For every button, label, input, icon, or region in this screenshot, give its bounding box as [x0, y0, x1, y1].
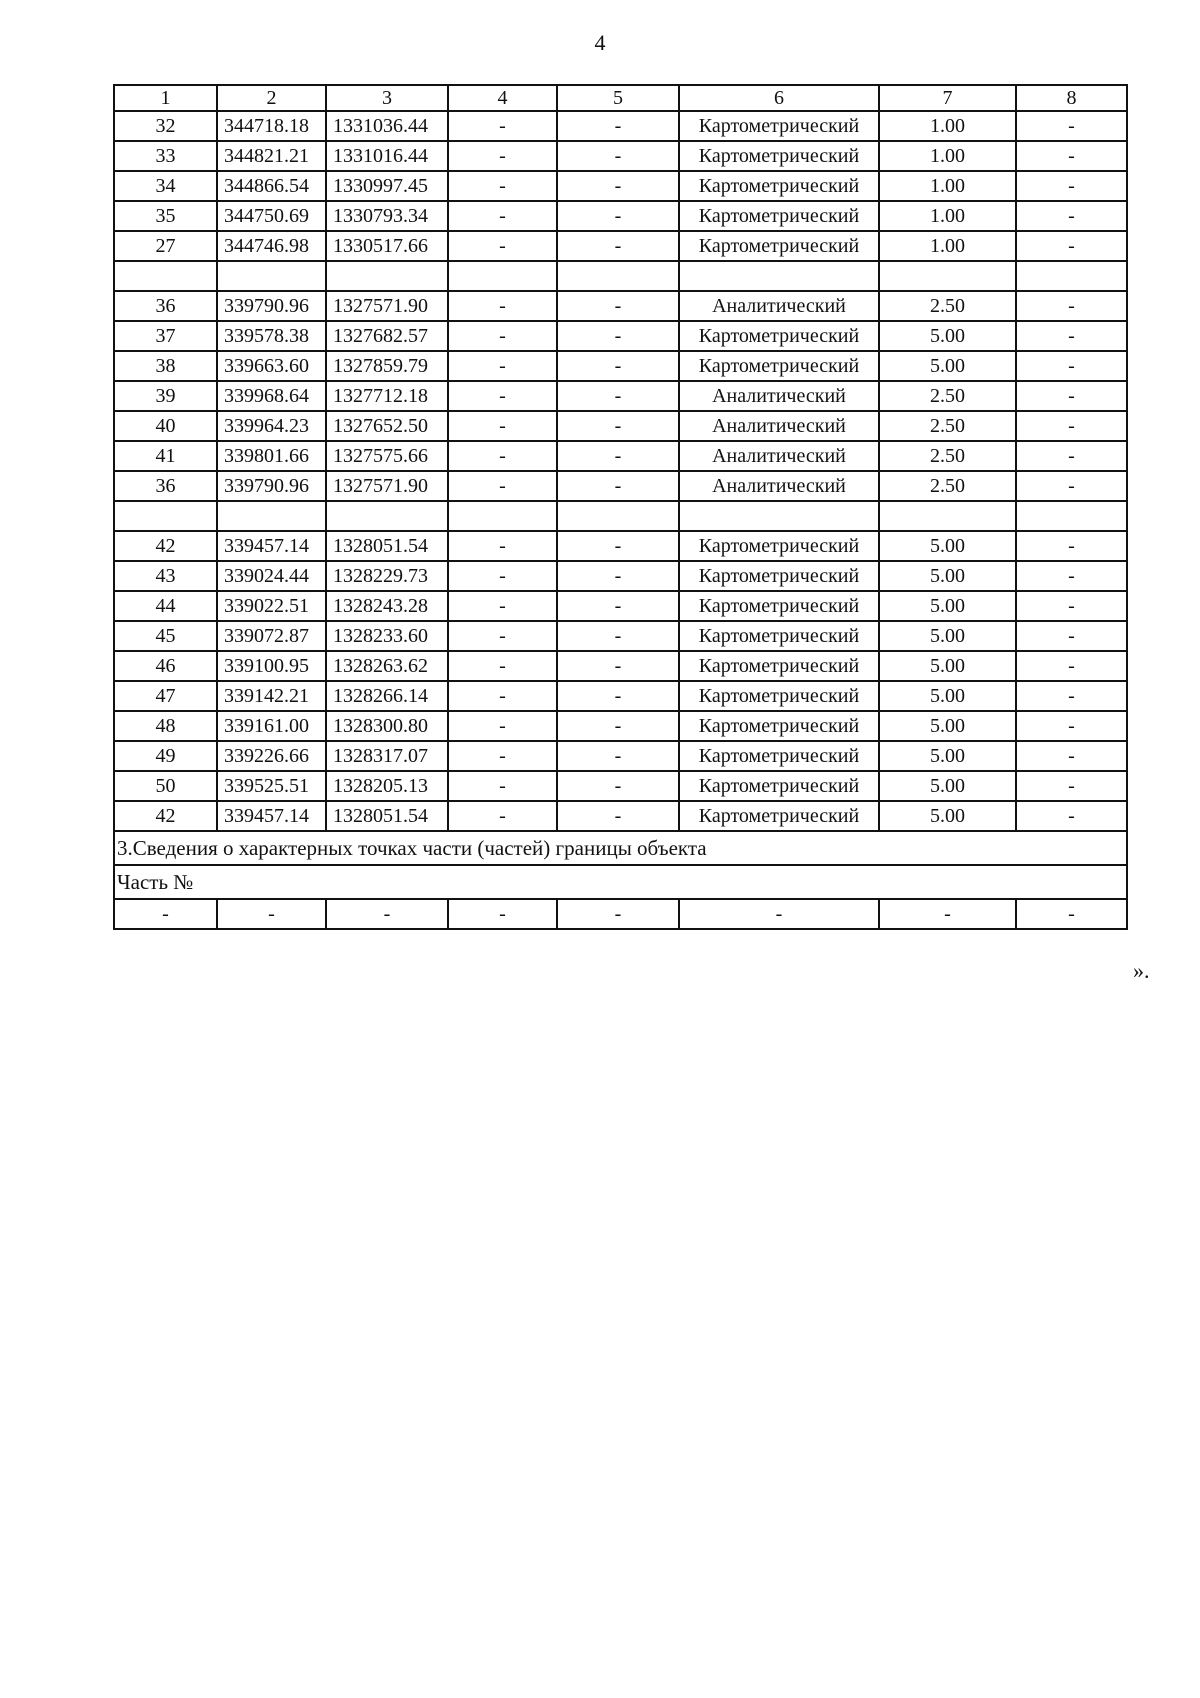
- section-title-row: [114, 831, 1127, 865]
- table-cell: Картометрический: [679, 741, 879, 771]
- table-cell: -: [1016, 899, 1127, 929]
- part-number-row: [114, 865, 1127, 899]
- table-cell: -: [1016, 351, 1127, 381]
- table-cell: -: [114, 899, 217, 929]
- table-cell: Картометрический: [679, 321, 879, 351]
- table-cell: 5.00: [879, 591, 1016, 621]
- table-cell: -: [1016, 651, 1127, 681]
- table-cell: 1328205.13: [326, 771, 448, 801]
- table-cell: -: [557, 711, 679, 741]
- table-cell: 5.00: [879, 321, 1016, 351]
- column-number-row: [114, 85, 1127, 111]
- table-cell: 1328233.60: [326, 621, 448, 651]
- table-cell: 2.50: [879, 471, 1016, 501]
- column-number-cell: 5: [557, 85, 679, 111]
- table-cell: 1328266.14: [326, 681, 448, 711]
- table-cell: 339022.51: [217, 591, 326, 621]
- table-cell: -: [448, 231, 557, 261]
- section-title: 3.Сведения о характерных точках части (частей) границы объекта: [114, 831, 1127, 865]
- table-cell: 1328229.73: [326, 561, 448, 591]
- table-cell: -: [1016, 621, 1127, 651]
- table-cell: 1.00: [879, 111, 1016, 141]
- table-cell: 2.50: [879, 441, 1016, 471]
- table-cell: -: [557, 531, 679, 561]
- table-cell: [557, 261, 679, 291]
- table-cell: -: [679, 899, 879, 929]
- table-row: [114, 171, 1127, 201]
- table-cell: -: [557, 381, 679, 411]
- table-cell: 339457.14: [217, 801, 326, 831]
- table-cell: Картометрический: [679, 201, 879, 231]
- table-cell: Картометрический: [679, 711, 879, 741]
- table-row: [114, 681, 1127, 711]
- table-cell: Картометрический: [679, 531, 879, 561]
- table-cell: 27: [114, 231, 217, 261]
- table-cell: 5.00: [879, 681, 1016, 711]
- table-cell: 46: [114, 651, 217, 681]
- table-cell: 38: [114, 351, 217, 381]
- table-cell: [679, 261, 879, 291]
- table-cell: -: [557, 899, 679, 929]
- table-cell: -: [448, 381, 557, 411]
- table-cell: Картометрический: [679, 111, 879, 141]
- table-cell: -: [557, 741, 679, 771]
- table-cell: -: [557, 651, 679, 681]
- table-cell: -: [1016, 381, 1127, 411]
- table-cell: 339790.96: [217, 291, 326, 321]
- table-cell: -: [448, 321, 557, 351]
- table-cell: -: [557, 471, 679, 501]
- table-cell: -: [448, 141, 557, 171]
- table-row: [114, 111, 1127, 141]
- table-cell: 41: [114, 441, 217, 471]
- table-cell: 36: [114, 291, 217, 321]
- table-cell: -: [557, 411, 679, 441]
- table-cell: 42: [114, 531, 217, 561]
- table-row: [114, 711, 1127, 741]
- table-cell: Картометрический: [679, 171, 879, 201]
- table-cell: Картометрический: [679, 141, 879, 171]
- table-cell: Картометрический: [679, 351, 879, 381]
- table-cell: 5.00: [879, 741, 1016, 771]
- table-cell: -: [448, 741, 557, 771]
- table-cell: -: [1016, 561, 1127, 591]
- table-cell: -: [448, 801, 557, 831]
- table-cell: -: [1016, 801, 1127, 831]
- table-cell: 344821.21: [217, 141, 326, 171]
- table-cell: [557, 501, 679, 531]
- coordinates-table-wrapper: [113, 84, 1126, 930]
- table-cell: Картометрический: [679, 801, 879, 831]
- table-cell: -: [448, 681, 557, 711]
- table-cell: 1328263.62: [326, 651, 448, 681]
- table-cell: 37: [114, 321, 217, 351]
- table-row: [114, 381, 1127, 411]
- table-cell: 5.00: [879, 561, 1016, 591]
- table-cell: -: [557, 171, 679, 201]
- table-cell: 1.00: [879, 141, 1016, 171]
- table-cell: 49: [114, 741, 217, 771]
- table-row: [114, 441, 1127, 471]
- table-cell: -: [557, 801, 679, 831]
- table-cell: -: [448, 171, 557, 201]
- table-cell: Картометрический: [679, 231, 879, 261]
- table-cell: 1328051.54: [326, 531, 448, 561]
- table-cell: -: [1016, 411, 1127, 441]
- table-cell: 339142.21: [217, 681, 326, 711]
- table-cell: -: [448, 621, 557, 651]
- table-cell: -: [1016, 231, 1127, 261]
- table-cell: -: [1016, 441, 1127, 471]
- table-cell: 339525.51: [217, 771, 326, 801]
- table-cell: -: [879, 899, 1016, 929]
- table-cell: -: [1016, 771, 1127, 801]
- column-number-cell: 1: [114, 85, 217, 111]
- table-cell: 339968.64: [217, 381, 326, 411]
- table-row: [114, 651, 1127, 681]
- table-cell: Аналитический: [679, 381, 879, 411]
- table-cell: Картометрический: [679, 651, 879, 681]
- table-cell: 1327712.18: [326, 381, 448, 411]
- table-cell: -: [557, 681, 679, 711]
- table-cell: -: [448, 201, 557, 231]
- table-cell: 5.00: [879, 621, 1016, 651]
- table-cell: -: [448, 111, 557, 141]
- table-cell: 1.00: [879, 231, 1016, 261]
- table-cell: [326, 261, 448, 291]
- table-row: [114, 141, 1127, 171]
- closing-quote-mark: ».: [1133, 958, 1150, 983]
- table-cell: 1331036.44: [326, 111, 448, 141]
- table-cell: Картометрический: [679, 591, 879, 621]
- table-cell: 44: [114, 591, 217, 621]
- table-cell: -: [557, 111, 679, 141]
- table-cell: 33: [114, 141, 217, 171]
- table-cell: 344746.98: [217, 231, 326, 261]
- table-row: [114, 771, 1127, 801]
- table-row: [114, 321, 1127, 351]
- table-cell: [114, 501, 217, 531]
- table-cell: -: [326, 899, 448, 929]
- table-cell: -: [448, 899, 557, 929]
- table-cell: Аналитический: [679, 471, 879, 501]
- table-row: [114, 411, 1127, 441]
- table-cell: 50: [114, 771, 217, 801]
- table-cell: 339161.00: [217, 711, 326, 741]
- table-cell: 1327571.90: [326, 471, 448, 501]
- table-cell: [114, 261, 217, 291]
- table-cell: [217, 261, 326, 291]
- table-cell: -: [448, 441, 557, 471]
- table-cell: -: [557, 621, 679, 651]
- table-cell: -: [448, 561, 557, 591]
- table-cell: 339072.87: [217, 621, 326, 651]
- table-row: [114, 741, 1127, 771]
- table-cell: 1327682.57: [326, 321, 448, 351]
- table-cell: 5.00: [879, 651, 1016, 681]
- table-cell: 5.00: [879, 531, 1016, 561]
- coordinates-table: [113, 84, 1128, 930]
- table-cell: -: [1016, 591, 1127, 621]
- table-cell: -: [557, 141, 679, 171]
- table-cell: 45: [114, 621, 217, 651]
- table-cell: -: [448, 411, 557, 441]
- column-number-cell: 4: [448, 85, 557, 111]
- table-cell: 2.50: [879, 411, 1016, 441]
- table-cell: 339790.96: [217, 471, 326, 501]
- table-row: [114, 621, 1127, 651]
- table-cell: -: [1016, 141, 1127, 171]
- table-cell: -: [448, 771, 557, 801]
- table-cell: -: [1016, 471, 1127, 501]
- table-cell: -: [448, 471, 557, 501]
- table-cell: [879, 501, 1016, 531]
- table-cell: 1327859.79: [326, 351, 448, 381]
- table-cell: 47: [114, 681, 217, 711]
- table-cell: 1327575.66: [326, 441, 448, 471]
- table-cell: Картометрический: [679, 561, 879, 591]
- table-cell: 1.00: [879, 171, 1016, 201]
- table-cell: [1016, 261, 1127, 291]
- table-cell: -: [1016, 201, 1127, 231]
- table-cell: -: [557, 561, 679, 591]
- table-cell: 339578.38: [217, 321, 326, 351]
- table-cell: 1.00: [879, 201, 1016, 231]
- table-cell: -: [557, 771, 679, 801]
- table-row: [114, 291, 1127, 321]
- table-row: [114, 351, 1127, 381]
- table-cell: -: [557, 231, 679, 261]
- table-cell: 339663.60: [217, 351, 326, 381]
- table-row: [114, 801, 1127, 831]
- table-row: [114, 561, 1127, 591]
- table-cell: -: [1016, 171, 1127, 201]
- table-cell: 1328317.07: [326, 741, 448, 771]
- table-cell: [448, 501, 557, 531]
- table-cell: 339024.44: [217, 561, 326, 591]
- table-cell: 1327652.50: [326, 411, 448, 441]
- table-cell: 339964.23: [217, 411, 326, 441]
- page-number: 4: [594, 30, 606, 55]
- table-cell: -: [1016, 681, 1127, 711]
- table-cell: 42: [114, 801, 217, 831]
- table-cell: 5.00: [879, 771, 1016, 801]
- table-cell: -: [448, 351, 557, 381]
- table-cell: -: [1016, 291, 1127, 321]
- table-cell: 36: [114, 471, 217, 501]
- table-cell: 40: [114, 411, 217, 441]
- table-cell: Аналитический: [679, 411, 879, 441]
- table-cell: 344866.54: [217, 171, 326, 201]
- table-cell: -: [1016, 531, 1127, 561]
- table-row: [114, 591, 1127, 621]
- table-cell: -: [448, 531, 557, 561]
- table-cell: Картометрический: [679, 621, 879, 651]
- table-row: [114, 231, 1127, 261]
- table-cell: -: [1016, 111, 1127, 141]
- table-cell: 339100.95: [217, 651, 326, 681]
- table-cell: 2.50: [879, 291, 1016, 321]
- table-cell: -: [448, 651, 557, 681]
- table-cell: 32: [114, 111, 217, 141]
- table-body: [114, 85, 1127, 929]
- table-cell: -: [557, 591, 679, 621]
- table-cell: 344750.69: [217, 201, 326, 231]
- table-cell: -: [448, 591, 557, 621]
- table-cell: 39: [114, 381, 217, 411]
- table-cell: 1330793.34: [326, 201, 448, 231]
- table-cell: 5.00: [879, 801, 1016, 831]
- part-number-label: Часть №: [114, 865, 1127, 899]
- table-cell: -: [448, 291, 557, 321]
- table-cell: [326, 501, 448, 531]
- column-number-cell: 3: [326, 85, 448, 111]
- table-cell: [448, 261, 557, 291]
- table-cell: 1328243.28: [326, 591, 448, 621]
- column-number-cell: 6: [679, 85, 879, 111]
- table-cell: -: [1016, 711, 1127, 741]
- table-cell: 1328051.54: [326, 801, 448, 831]
- table-cell: 344718.18: [217, 111, 326, 141]
- table-cell: [217, 501, 326, 531]
- table-cell: Картометрический: [679, 681, 879, 711]
- table-row: [114, 471, 1127, 501]
- table-cell: 1331016.44: [326, 141, 448, 171]
- table-cell: -: [557, 351, 679, 381]
- table-cell: -: [557, 321, 679, 351]
- table-row: [114, 531, 1127, 561]
- part-points-row: [114, 899, 1127, 929]
- table-cell: 34: [114, 171, 217, 201]
- table-cell: [879, 261, 1016, 291]
- table-cell: 1330997.45: [326, 171, 448, 201]
- table-cell: Аналитический: [679, 441, 879, 471]
- table-cell: [679, 501, 879, 531]
- table-cell: 5.00: [879, 351, 1016, 381]
- table-cell: [1016, 501, 1127, 531]
- table-cell: -: [1016, 741, 1127, 771]
- table-cell: Аналитический: [679, 291, 879, 321]
- table-cell: 35: [114, 201, 217, 231]
- table-cell: -: [217, 899, 326, 929]
- table-cell: -: [448, 711, 557, 741]
- table-cell: 5.00: [879, 711, 1016, 741]
- column-number-cell: 2: [217, 85, 326, 111]
- column-number-cell: 8: [1016, 85, 1127, 111]
- table-cell: -: [557, 201, 679, 231]
- table-cell: 339801.66: [217, 441, 326, 471]
- column-number-cell: 7: [879, 85, 1016, 111]
- table-cell: -: [557, 291, 679, 321]
- table-cell: 2.50: [879, 381, 1016, 411]
- table-cell: 339226.66: [217, 741, 326, 771]
- table-cell: 339457.14: [217, 531, 326, 561]
- table-row: [114, 201, 1127, 231]
- table-cell: 48: [114, 711, 217, 741]
- table-cell: 43: [114, 561, 217, 591]
- table-cell: -: [1016, 321, 1127, 351]
- table-cell: 1328300.80: [326, 711, 448, 741]
- table-cell: 1330517.66: [326, 231, 448, 261]
- table-row: [114, 261, 1127, 291]
- table-cell: Картометрический: [679, 771, 879, 801]
- table-cell: 1327571.90: [326, 291, 448, 321]
- table-row: [114, 501, 1127, 531]
- table-cell: -: [557, 441, 679, 471]
